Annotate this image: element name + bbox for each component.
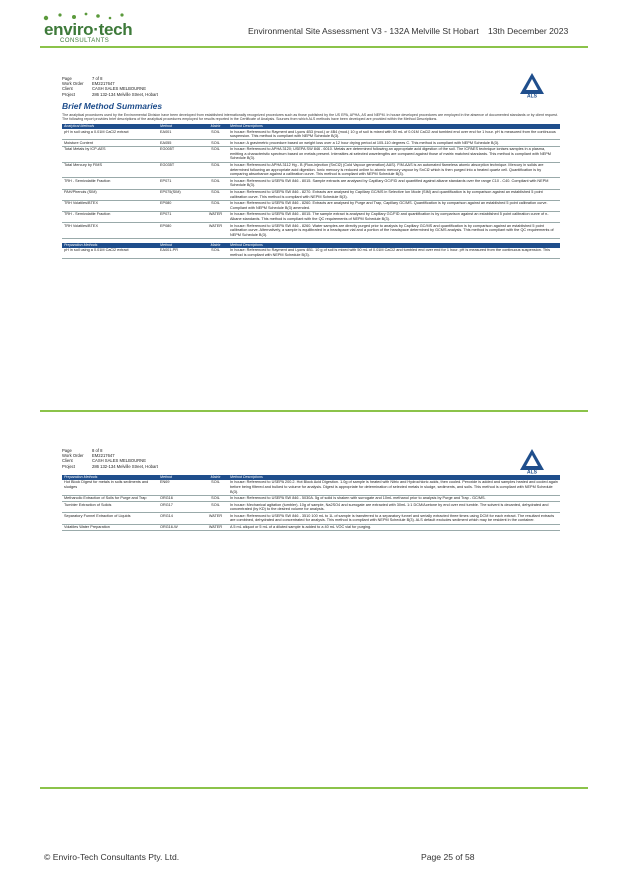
report-page-7 <box>62 76 560 259</box>
table-cell: PAH/Phenols (SIM) <box>62 189 158 200</box>
als-logo-text-2: ALS <box>527 469 537 474</box>
column-header: Matrix <box>203 124 228 129</box>
preparation-methods-table-2 <box>62 475 560 531</box>
column-header: Method <box>158 243 203 248</box>
table-row <box>62 480 560 495</box>
meta-row <box>62 92 560 97</box>
meta-row <box>62 464 560 469</box>
table-row <box>62 129 560 140</box>
table-cell: In house: Referenced to USEPA 200.2. Hot Block Acid Digestion. 1.0g of sample is heated with Nitric and Hydrochloric acids, then cooled. Peroxide is added and samples heated and cooled again before being filtered and bulked to volume for analysis. Digest is appropriate for determination of selected metals in sludge, sediments, and soils. This method is compliant with NEPM Schedule B(3). <box>228 480 560 495</box>
meta-key: Client <box>62 86 73 92</box>
table-cell: Total Mercury by FIMS <box>62 162 158 178</box>
table-cell: Volatiles Water Preparation <box>62 524 158 531</box>
table-cell: Hot Block Digest for metals in soils sediments and sludges <box>62 480 158 495</box>
table-cell: In house: Referenced to USEPA SW 846 - 8015. The sample extract is analysed by Capillary GC/FID and quantification is by comparison against an established 5 point calibration curve of n-Alkane standards. This method is compliant with the QC requirements of NEPM Schedule B(3). <box>228 211 560 222</box>
table-cell: EP071 <box>158 178 203 189</box>
meta-value: 286 132-134 Melville Street, Hobart <box>92 463 158 469</box>
footer-page-number: Page 25 of 58 <box>421 852 475 862</box>
table-cell: Tumbler Extraction of Solids <box>62 502 158 513</box>
page-7-metadata <box>62 76 560 97</box>
table-cell: SOIL <box>203 248 228 259</box>
table-cell: WATER <box>203 223 228 239</box>
table-cell: SOIL <box>203 502 228 513</box>
table-cell: In house: Referenced to Rayment and Lyons 4B3 (mod.) or 4B4 (mod.) 10 g of soil is mixed with 50 mL of 0.01M CaCl2 and tumbled end over end for 1 hour. pH is measured from the continuous suspension. This method is compliant with NEPM Schedule B(3). <box>228 129 560 140</box>
table-row <box>62 178 560 189</box>
table-cell: In house: Referenced to USEPA SW 846 - 5030A. 5g of solid is shaken with surrogate and 10mL methanol prior to analysis by Purge and Trap - GC/MS. <box>228 495 560 502</box>
table-cell: In house: Referenced to USEPA SW 846 - 8260. Extracts are analysed by Purge and Trap, Capillary GC/MS. Quantification is by comparison against an established 5 point calibration curve. Compliant with NEPM Schedule B(3) amended. <box>228 200 560 211</box>
report-page-8 <box>62 448 560 531</box>
document-title: Environmental Site Assessment V3 - 132A Melville St Hobart <box>248 26 479 36</box>
als-logo-text: ALS <box>527 93 537 98</box>
meta-value: 7 of 8 <box>92 76 103 81</box>
table-cell: Moisture Content <box>62 140 158 147</box>
page-divider <box>40 410 588 412</box>
footer-divider <box>40 787 588 789</box>
table-row <box>62 248 560 259</box>
table-cell: SOIL <box>203 140 228 147</box>
meta-value: 8 of 8 <box>92 448 103 453</box>
table-cell: In house: Referenced to USEPA SW 846 - 3510 100 mL to 1L of sample is transferred to a separatory funnel and serially extracted three times using DCM for each extract. The resultant extracts are combined, dehydrated and concentrated for analysis. This method is compliant with NEPM Schedule B(3). ALS default excludes sediment which may be resident in the container. <box>228 513 560 524</box>
table-row <box>62 513 560 524</box>
column-header: Method Descriptions <box>228 475 560 480</box>
table-cell: In house: Referenced to USEPA SW 846 - 8015. Sample extracts are analysed by Capillary GC/FID and quantified against alkane standards over the range C10 - C40. Compliant with NEPM Schedule B(3). <box>228 178 560 189</box>
table-cell: SOIL <box>203 129 228 140</box>
meta-value: CASH SALES MELBOURNE <box>92 458 146 464</box>
column-header: Analytical Methods <box>62 124 158 129</box>
table-cell: Separatory Funnel Extraction of Liquids <box>62 513 158 524</box>
header-divider <box>40 46 588 48</box>
table-cell: In house: A gravimetric procedure based on weight loss over a 12 hour drying period at 105-110 degrees C. This method is compliant with NEPM Schedule B(3). <box>228 140 560 147</box>
meta-value: 286 132-134 Melville Street, Hobart <box>92 91 158 97</box>
table-cell: ORG14 <box>158 513 203 524</box>
table-cell: TRH Volatiles/BTEX <box>62 223 158 239</box>
table-cell: ORG17 <box>158 502 203 513</box>
table-cell: pH in soil using a 0.01M CaCl2 extract <box>62 248 158 259</box>
table-cell: EA001 <box>158 129 203 140</box>
section-title: Brief Method Summaries <box>62 100 163 111</box>
table-cell: WATER <box>203 524 228 531</box>
table-cell: SOIL <box>203 189 228 200</box>
table-cell: Total Metals by ICP-AES <box>62 146 158 162</box>
table-cell: WATER <box>203 513 228 524</box>
table-cell: TRH - Semivolatile Fraction <box>62 178 158 189</box>
table-cell: EA001-PR <box>158 248 203 259</box>
table-cell: EP075(SIM) <box>158 189 203 200</box>
section-intro: The analytical procedures used by the Environmental Division have been developed from established internationally recognized procedures such as those published by the US EPA, APHA, AS and NEPM. In house developed procedures are employed in the absence of documented standards or by client request. The following report provides brief descriptions of the analytical procedures employed for results reported in the Certificate of Analysis. Sources from which ALS methods have been developed are provided within the Method Descriptions. <box>62 112 558 122</box>
table-cell: SOIL <box>203 162 228 178</box>
meta-key: Project <box>62 463 76 469</box>
table-cell: In house: Mechanical agitation (tumbler). 10g of sample, Na2SO4 and surrogate are extracted with 30mL 1:1 DCM/Acetone by end over end tumble. The solvent is decanted, dehydrated and concentrated (by KD) to the desired volume for analysis. <box>228 502 560 513</box>
footer-copyright: © Enviro-Tech Consultants Pty. Ltd. <box>44 852 180 862</box>
table-cell: EA055 <box>158 140 203 147</box>
column-header: Method Descriptions <box>228 124 560 129</box>
column-header: Method Descriptions <box>228 243 560 248</box>
table-cell: In house: Referenced to Rayment and Lyons 4B1. 10 g of soil is mixed with 50 mL of 0.01M CaCl2 and tumbled end over end for 1 hour. pH is measured from the continuous suspension. This method is compliant with NEPM Schedule B(3). <box>228 248 560 259</box>
als-logo-icon-2 <box>518 448 546 474</box>
table-cell: SOIL <box>203 146 228 162</box>
table-cell: EN69 <box>158 480 203 495</box>
table-row <box>62 223 560 239</box>
table-row <box>62 495 560 502</box>
table-cell: In house: Referenced to APHA 3120; USEPA SW 846 - 6010. Metals are determined following an appropriate acid digestion of the soil. The ICPAES technique ionises samples in a plasma, emitting a characteristic spectrum based on metals present. Intensities at selected wavelengths are compared against those of matrix matched standards. This method is compliant with NEPM Schedule B(3). <box>228 146 560 162</box>
table-cell: EP071 <box>158 211 203 222</box>
meta-key: Work Order <box>62 81 84 87</box>
table-row <box>62 200 560 211</box>
table-cell: EP080 <box>158 200 203 211</box>
table-row <box>62 146 560 162</box>
document-date: 13th December 2023 <box>488 26 569 36</box>
table-cell: EG005T <box>158 146 203 162</box>
logo-text: enviro·tech <box>44 20 133 39</box>
logo-subtitle: CONSULTANTS <box>60 38 110 44</box>
table-cell: TRH - Semivolatile Fraction <box>62 211 158 222</box>
table-cell: In house: Referenced to USEPA SW 846 - 8270. Extracts are analysed by Capillary GC/MS in Selective Ion Mode (SIM) and quantification is by comparison against an established 5 point calibration curve. This method is compliant with NEPM Schedule B(3). <box>228 189 560 200</box>
meta-value: CASH SALES MELBOURNE <box>92 86 146 92</box>
table-cell: pH in soil using a 0.01M CaCl2 extract <box>62 129 158 140</box>
column-header: Matrix <box>203 475 228 480</box>
table-row <box>62 162 560 178</box>
table-cell: SOIL <box>203 480 228 495</box>
table-cell: SOIL <box>203 495 228 502</box>
table-cell: TRH Volatiles/BTEX <box>62 200 158 211</box>
column-header: Preparation Methods <box>62 475 158 480</box>
table-cell: Methanolic Extraction of Soils for Purge and Trap <box>62 495 158 502</box>
column-header: Method <box>158 475 203 480</box>
table-cell: In house: Referenced to USEPA SW 846 - 8260. Water samples are directly purged prior to analysis by Capillary GC/MS and quantification is by comparison against an established 5 point calibration curve. Alternatively, a sample is equilibrated in a headspace vial and a portion of the headspace determined by GCMS analysis. This method is compliant with the QC requirements of NEPM Schedule B(3). <box>228 223 560 239</box>
table-cell: In house: Referenced to APHA 3112 Hg - B (Flow-injection (SnCl2) (Cold Vapour generation) AAS). FIM-AAS is an automated flameless atomic absorption technique. Mercury in solids are determined following an appropriate acid digestion. Ionic mercury is reduced online to atomic mercury vapour by SnCl2 which is then purged into a heated quartz cell. Quantification is by comparing absorbance against a calibration curve. This method is compliant with NEPM Schedule B(3). <box>228 162 560 178</box>
meta-key: Page <box>62 76 72 81</box>
table-row <box>62 524 560 531</box>
table-row <box>62 189 560 200</box>
table-cell: SOIL <box>203 200 228 211</box>
meta-key: Project <box>62 91 76 97</box>
meta-value: EM2217647 <box>92 81 115 87</box>
table-row <box>62 211 560 222</box>
meta-key: Client <box>62 458 73 464</box>
meta-key: Work Order <box>62 453 84 459</box>
table-cell: ORG16-W <box>158 524 203 531</box>
table-cell: EG035T <box>158 162 203 178</box>
column-header: Method <box>158 124 203 129</box>
meta-key: Page <box>62 448 72 453</box>
page-8-metadata <box>62 448 560 469</box>
column-header: Preparation Methods <box>62 243 158 248</box>
table-cell: EP080 <box>158 223 203 239</box>
table-cell: A 5 mL aliquot or 5 mL of a diluted sample is added to a 40 mL VOC vial for purging. <box>228 524 560 531</box>
table-cell: SOIL <box>203 178 228 189</box>
analytical-methods-table <box>62 124 560 239</box>
column-header: Matrix <box>203 243 228 248</box>
table-row <box>62 140 560 147</box>
table-cell: ORG16 <box>158 495 203 502</box>
table-cell: WATER <box>203 211 228 222</box>
als-logo-icon <box>518 72 546 98</box>
meta-value: EM2217647 <box>92 453 115 459</box>
preparation-methods-table <box>62 243 560 259</box>
table-row <box>62 502 560 513</box>
